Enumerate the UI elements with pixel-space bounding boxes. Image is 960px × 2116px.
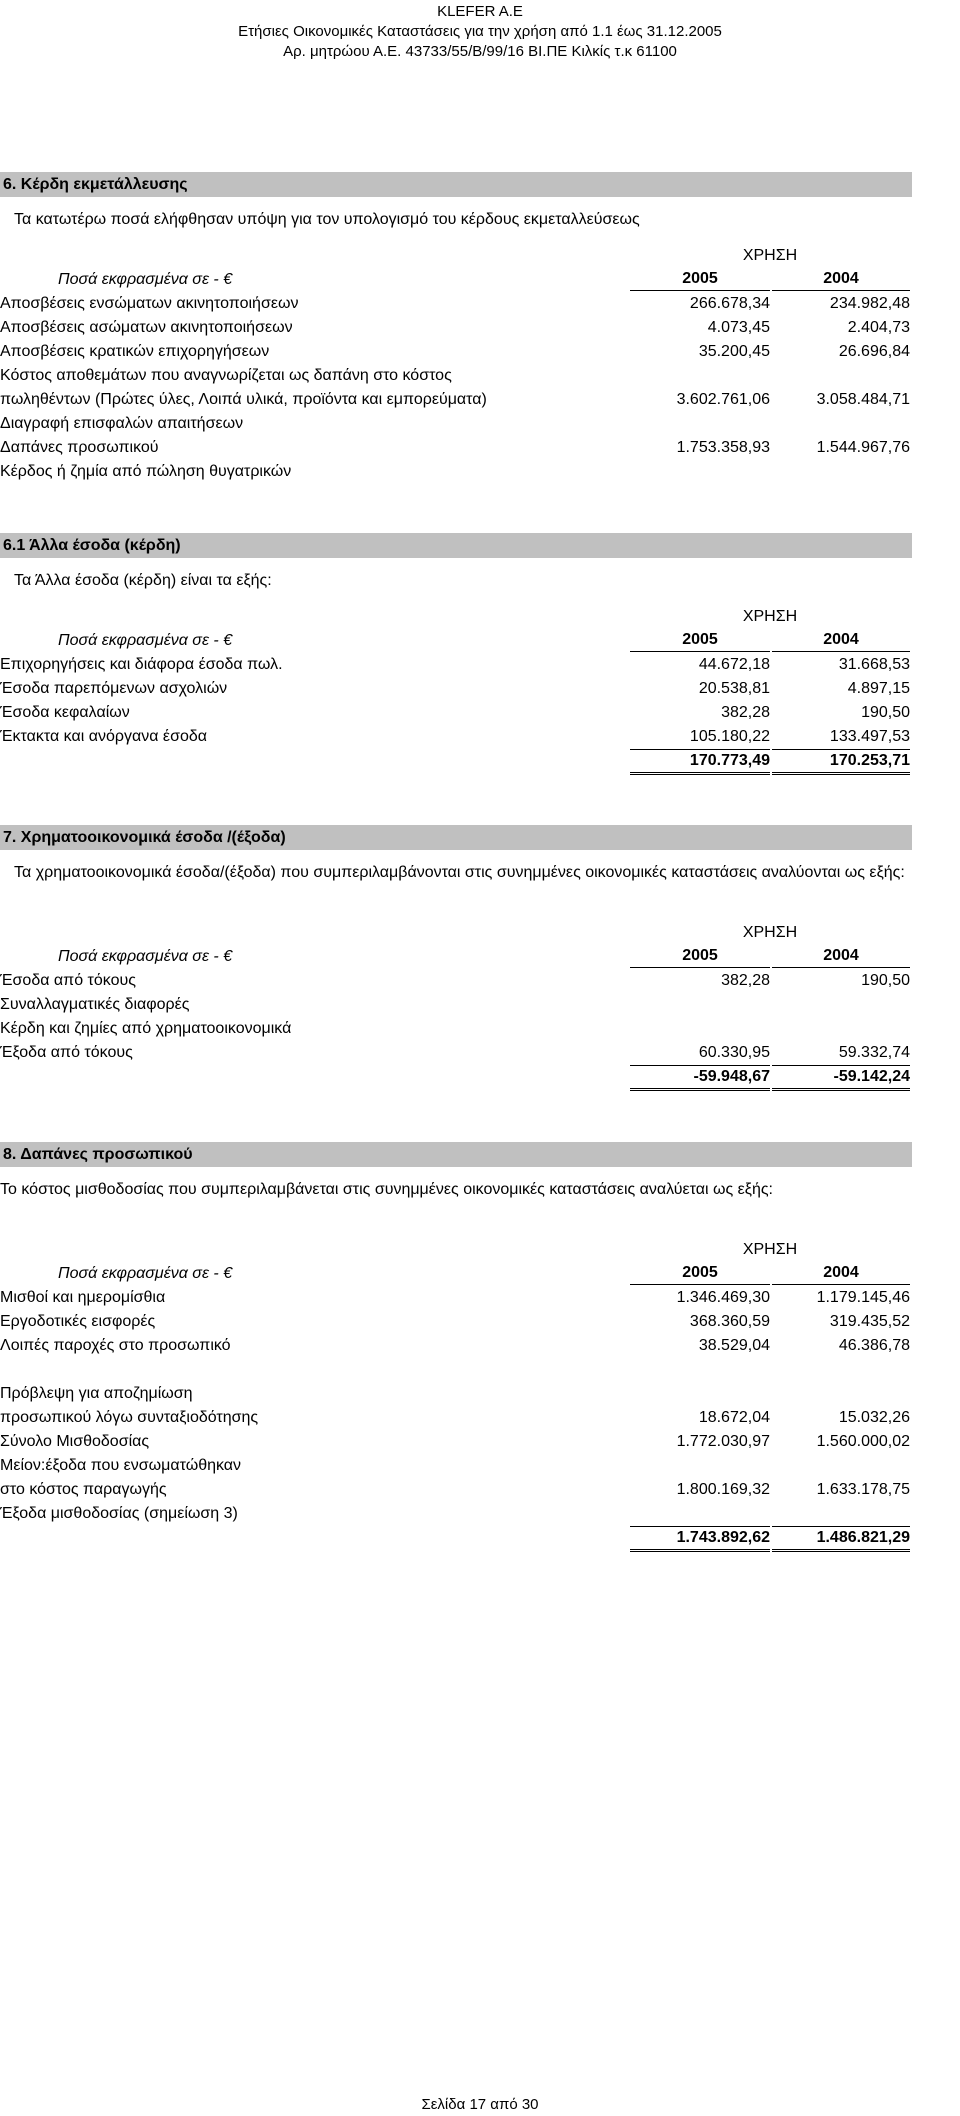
table-row bbox=[0, 1382, 912, 1406]
total-2005: 1.743.892,62 bbox=[630, 1526, 770, 1552]
year-header-2005: 2005 bbox=[630, 268, 770, 291]
value-2004: 2.404,73 bbox=[847, 319, 910, 336]
document-subtitle: Ετήσιες Οικονομικές Καταστάσεις για την χρήση από 1.1 έως 31.12.2005 bbox=[238, 23, 722, 40]
table-row bbox=[0, 677, 912, 701]
row-label: Μείον:έξοδα που ενσωματώθηκαν bbox=[0, 1457, 242, 1474]
value-2005: 1.800.169,32 bbox=[676, 1481, 770, 1498]
total-row bbox=[0, 749, 912, 773]
value-2004: 15.032,26 bbox=[838, 1409, 910, 1426]
value-2004: 190,50 bbox=[861, 972, 910, 989]
table-row bbox=[0, 340, 912, 364]
row-label: Συναλλαγματικές διαφορές bbox=[0, 996, 190, 1013]
table-row bbox=[0, 1334, 912, 1358]
value-2004: 3.058.484,71 bbox=[816, 391, 910, 408]
amounts-label: Ποσά εκφρασμένα σε - € bbox=[58, 948, 233, 965]
total-2004: -59.142,24 bbox=[772, 1065, 910, 1091]
amounts-label: Ποσά εκφρασμένα σε - € bbox=[58, 271, 233, 288]
table-row bbox=[0, 1041, 912, 1065]
section-title: 6. Κέρδη εκμετάλλευσης bbox=[0, 172, 912, 197]
table-row bbox=[0, 292, 912, 316]
table-row bbox=[0, 701, 912, 725]
value-2005: 35.200,45 bbox=[698, 343, 770, 360]
table-row bbox=[0, 436, 912, 460]
section-title: 6.1 Άλλα έσοδα (κέρδη) bbox=[0, 533, 912, 558]
year-header-2005: 2005 bbox=[630, 945, 770, 968]
table-row bbox=[0, 1310, 912, 1334]
table-row bbox=[0, 993, 912, 1017]
row-label: Κόστος αποθεμάτων που αναγνωρίζεται ως δαπάνη στο κόστος bbox=[0, 367, 452, 384]
value-2005: 3.602.761,06 bbox=[676, 391, 770, 408]
table-row bbox=[0, 364, 912, 388]
value-2005: 1.753.358,93 bbox=[676, 439, 770, 456]
value-2005: 38.529,04 bbox=[698, 1337, 770, 1354]
company-name: KLEFER A.E bbox=[437, 3, 523, 20]
section-intro: Το κόστος μισθοδοσίας που συμπεριλαμβάνεται στις συνημμένες οικονομικές καταστάσεις αναλύεται ως εξής: bbox=[0, 1181, 773, 1198]
table-row bbox=[0, 725, 912, 749]
year-header-2004: 2004 bbox=[772, 945, 910, 968]
year-header-2005: 2005 bbox=[630, 629, 770, 652]
row-label: Έσοδα από τόκους bbox=[0, 972, 136, 989]
value-2005: 60.330,95 bbox=[698, 1044, 770, 1061]
row-label: προσωπικού λόγω συνταξιοδότησης bbox=[0, 1409, 259, 1426]
value-2004: 1.633.178,75 bbox=[816, 1481, 910, 1498]
value-2005: 266.678,34 bbox=[689, 295, 770, 312]
row-label: στο κόστος παραγωγής bbox=[0, 1481, 167, 1498]
value-2005: 44.672,18 bbox=[698, 656, 770, 673]
row-label: Αποσβέσεις ασώματων ακινητοποιήσεων bbox=[0, 319, 293, 336]
row-label: Έκτακτα και ανόργανα έσοδα bbox=[0, 728, 207, 745]
amounts-label: Ποσά εκφρασμένα σε - € bbox=[58, 1265, 233, 1282]
table-row bbox=[0, 1017, 912, 1041]
section-intro: Τα χρηματοοικονομικά έσοδα/(έξοδα) που συμπεριλαμβάνονται στις συνημμένες οικονομικές καταστάσεις αναλύονται ως εξής: bbox=[14, 864, 905, 881]
table bbox=[0, 1238, 912, 1550]
value-2004: 31.668,53 bbox=[838, 656, 910, 673]
row-label: Κέρδος ή ζημία από πώληση θυγατρικών bbox=[0, 463, 292, 480]
value-2004: 190,50 bbox=[861, 704, 910, 721]
value-2005: 4.073,45 bbox=[707, 319, 770, 336]
value-2004: 59.332,74 bbox=[838, 1044, 910, 1061]
page-number: Σελίδα 17 από 30 bbox=[421, 2096, 539, 2113]
value-2004: 46.386,78 bbox=[838, 1337, 910, 1354]
value-2005: 18.672,04 bbox=[698, 1409, 770, 1426]
total-row bbox=[0, 1065, 912, 1089]
total-2005: -59.948,67 bbox=[630, 1065, 770, 1091]
row-label: Κέρδη και ζημίες από χρηματοοικονομικά bbox=[0, 1020, 292, 1037]
value-2005: 20.538,81 bbox=[698, 680, 770, 697]
value-2005: 105.180,22 bbox=[689, 728, 770, 745]
year-header-2004: 2004 bbox=[772, 629, 910, 652]
row-label: πωληθέντων (Πρώτες ύλες, Λοιπά υλικά, προϊόντα και εμπορεύματα) bbox=[0, 391, 487, 408]
value-2004: 4.897,15 bbox=[847, 680, 910, 697]
table bbox=[0, 605, 912, 773]
value-2004: 1.560.000,02 bbox=[816, 1433, 910, 1450]
registry-info: Αρ. μητρώου Α.Ε. 43733/55/Β/99/16 ΒΙ.ΠΕ Κιλκίς τ.κ 61100 bbox=[283, 43, 677, 60]
year-header-2005: 2005 bbox=[630, 1262, 770, 1285]
row-label: Έσοδα κεφαλαίων bbox=[0, 704, 130, 721]
period-header: ΧΡΗΣΗ bbox=[742, 608, 798, 625]
value-2005: 382,28 bbox=[721, 972, 770, 989]
total-2004: 1.486.821,29 bbox=[772, 1526, 910, 1552]
value-2004: 1.179.145,46 bbox=[816, 1289, 910, 1306]
table-row bbox=[0, 460, 912, 484]
value-2004: 133.497,53 bbox=[829, 728, 910, 745]
row-label: Έξοδα από τόκους bbox=[0, 1044, 133, 1061]
table bbox=[0, 921, 912, 1089]
total-2005: 170.773,49 bbox=[630, 749, 770, 775]
section-title: 7. Χρηματοοικονομικά έσοδα /(έξοδα) bbox=[0, 825, 912, 850]
table-row bbox=[0, 653, 912, 677]
table-row bbox=[0, 1502, 912, 1526]
value-2005: 1.346.469,30 bbox=[676, 1289, 770, 1306]
row-label: Μισθοί και ημερομίσθια bbox=[0, 1289, 166, 1306]
table-row bbox=[0, 1430, 912, 1454]
period-header: ΧΡΗΣΗ bbox=[742, 247, 798, 264]
value-2004: 1.544.967,76 bbox=[816, 439, 910, 456]
spacer-row bbox=[0, 1358, 912, 1382]
row-label: Σύνολο Μισθοδοσίας bbox=[0, 1433, 150, 1450]
total-2004: 170.253,71 bbox=[772, 749, 910, 775]
period-header: ΧΡΗΣΗ bbox=[742, 1241, 798, 1258]
table-row bbox=[0, 1454, 912, 1478]
table-row bbox=[0, 316, 912, 340]
row-label: Αποσβέσεις κρατικών επιχορηγήσεων bbox=[0, 343, 270, 360]
section-intro: Τα κατωτέρω ποσά ελήφθησαν υπόψη για τον υπολογισμό του κέρδους εκμεταλλεύσεως bbox=[14, 211, 640, 228]
value-2005: 368.360,59 bbox=[689, 1313, 770, 1330]
table-row bbox=[0, 969, 912, 993]
section-intro: Τα Άλλα έσοδα (κέρδη) είναι τα εξής: bbox=[14, 572, 272, 589]
row-label: Πρόβλεψη για αποζημίωση bbox=[0, 1385, 193, 1402]
table-row bbox=[0, 1286, 912, 1310]
table bbox=[0, 244, 912, 484]
amounts-label: Ποσά εκφρασμένα σε - € bbox=[58, 632, 233, 649]
row-label: Επιχορηγήσεις και διάφορα έσοδα πωλ. bbox=[0, 656, 283, 673]
value-2004: 319.435,52 bbox=[829, 1313, 910, 1330]
year-header-2004: 2004 bbox=[772, 268, 910, 291]
row-label: Έσοδα παρεπόμενων ασχολιών bbox=[0, 680, 228, 697]
table-row bbox=[0, 1478, 912, 1502]
value-2004: 26.696,84 bbox=[838, 343, 910, 360]
table-row bbox=[0, 1406, 912, 1430]
total-row bbox=[0, 1526, 912, 1550]
table-row bbox=[0, 388, 912, 412]
row-label: Λοιπές παροχές στο προσωπικό bbox=[0, 1337, 231, 1354]
table-row bbox=[0, 412, 912, 436]
value-2005: 1.772.030,97 bbox=[676, 1433, 770, 1450]
value-2004: 234.982,48 bbox=[829, 295, 910, 312]
row-label: Αποσβέσεις ενσώματων ακινητοποιήσεων bbox=[0, 295, 299, 312]
section-title: 8. Δαπάνες προσωπικού bbox=[0, 1142, 912, 1167]
value-2005: 382,28 bbox=[721, 704, 770, 721]
year-header-2004: 2004 bbox=[772, 1262, 910, 1285]
row-label: Εργοδοτικές εισφορές bbox=[0, 1313, 156, 1330]
row-label: Έξοδα μισθοδοσίας (σημείωση 3) bbox=[0, 1505, 238, 1522]
period-header: ΧΡΗΣΗ bbox=[742, 924, 798, 941]
row-label: Διαγραφή επισφαλών απαιτήσεων bbox=[0, 415, 244, 432]
row-label: Δαπάνες προσωπικού bbox=[0, 439, 159, 456]
